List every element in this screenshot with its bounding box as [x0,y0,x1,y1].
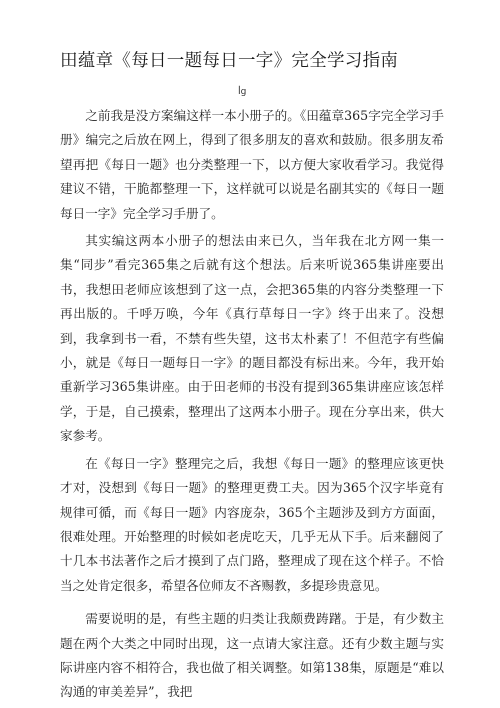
paragraph-3: 在《每日一字》整理完之后，我想《每日一题》的整理应该更快才对，没想到《每日一题》的整理更费工夫。因为365个汉字毕竟有规律可循，而《每日一题》内容庞杂，365个主题涉及到方方面面，很难处理。开始整理的时候如老虎吃天，几乎无从下手。后来翻阅了十几本书法著作之后才摸到了点门路，整理成了现在这个样子。不恰当之处肯定很多，希望各位师友不吝赐教，多提珍贵意见。 [60,455,444,593]
paragraph-1: 之前我是没方案编这样一本小册子的。《田蕴章365字完全学习手册》编完之后放在网上，得到了很多朋友的喜欢和鼓励。很多朋友希望再把《每日一题》也分类整理一下，以方便大家收看学习。我觉得建议不错，干脆都整理一下，这样就可以说是名副其实的《每日一题每日一字》完全学习手册了。 [60,108,444,221]
author-mark: ꟾg [238,87,247,97]
document-body [60,104,444,708]
paragraph-2: 其实编这两本小册子的想法由来已久，当年我在北方网一集一集“同步”看完365集之后就有这个想法。后来听说365集讲座要出书，我想田老师应该想到了这一点，会把365集的内容分类整理一下再出版的。千呼万唤，今年《真行草每日一字》终于出来了。没想到，我拿到书一看，不禁有些失望，这书太朴素了！不但范字有些偏小，就是《每日一题每日一字》的题目都没有标出来。今年，我开始重新学习365集讲座。由于田老师的书没有提到365集讲座应该怎样学，于是，自己摸索，整理出了这两本小册子。现在分享出来，供大家参考。 [60,233,444,444]
document-title: 田蕴章《每日一题每日一字》完全学习指南 [60,51,399,71]
paragraph-4: 需要说明的是，有些主题的归类让我颇费踌躇。于是，有少数主题在两个大类之中同时出现，这一点请大家注意。还有少数主题与实际讲座内容不相符合，我也做了相关调整。如第138集，原题是“难以沟通的审美差异”，我把 [60,611,444,700]
